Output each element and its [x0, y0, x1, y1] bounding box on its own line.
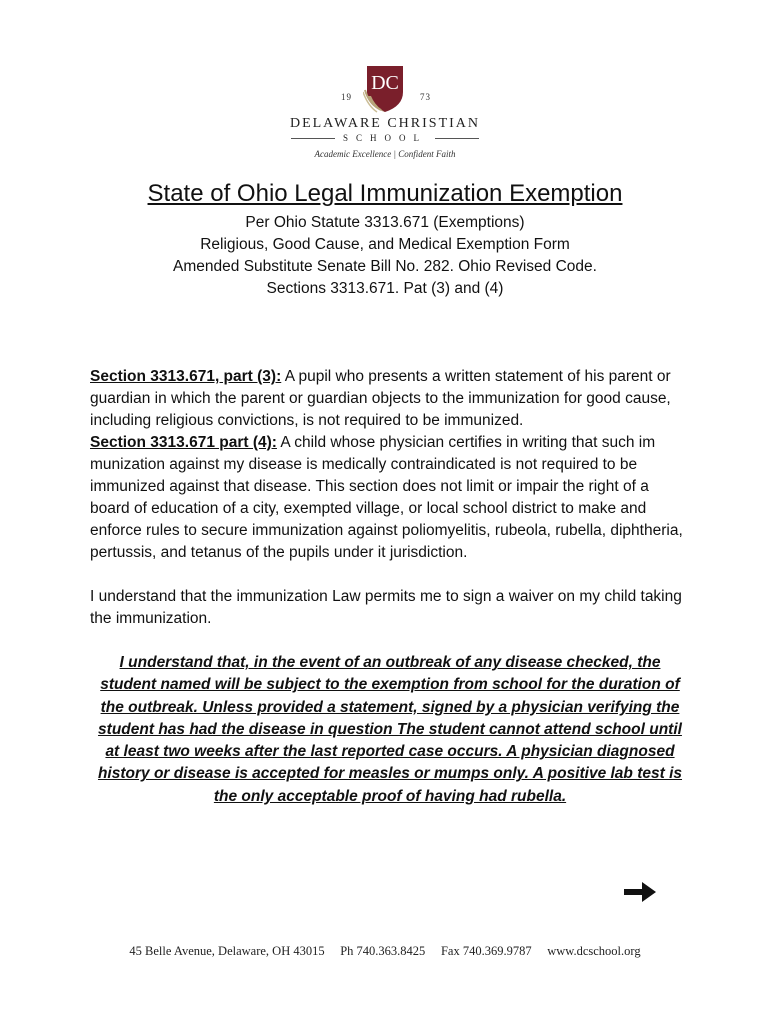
document-title: State of Ohio Legal Immunization Exemption: [147, 180, 623, 207]
subtitle-line: Sections 3313.671. Pat (3) and (4): [266, 280, 504, 297]
outbreak-warning: I understand that, in the event of an outbreak of any disease checked, the student named will be subject to the exemption from school for the duration of the outbreak. Unless provided a statement, signed by a physician verifying the student has had the disease in question The student cannot attend school until at least two weeks after the last reported case occurs. A physician diagnosed history or disease is accepted for measles or mumps only. A positive lab test is the only acceptable proof of having had rubella.: [97, 654, 683, 805]
document-body: [90, 366, 690, 630]
section-3-paragraph: [90, 366, 690, 432]
footer-website[interactable]: www.dcschool.org: [547, 944, 641, 958]
section-4-text: A child whose physician certifies in writing that such im munization against my disease is medically contraindicated is not required to be immunized against that disease. This section does not limit or impair the right of a board of education of a city, exempted village, or local school district to make and enforce rules to secure immunization against poliomyelitis, rubeola, rubella, diphtheria, pertussis, and tetanus of the pupils under it jurisdiction.: [90, 434, 683, 561]
school-sub: [0, 133, 770, 143]
crest-emblem: [341, 62, 431, 114]
subtitle-line: Religious, Good Cause, and Medical Exemption Form: [200, 236, 570, 253]
divider-right: [435, 138, 479, 139]
founding-year-right: 73: [420, 92, 431, 102]
school-logo: [0, 62, 770, 159]
divider-left: [291, 138, 335, 139]
right-arrow-icon[interactable]: [622, 880, 658, 904]
school-tagline: Academic Excellence | Confident Faith: [314, 149, 456, 159]
school-sub-label: SCHOOL: [342, 133, 427, 143]
footer-contact: [0, 944, 770, 959]
section-3-text: A pupil who presents a written statement of his parent or guardian in which the parent or guardian objects to the immunization for good cause, including religious convictions, is not required to be immunized.: [90, 368, 671, 429]
footer-address: 45 Belle Avenue, Delaware, OH 43015: [129, 944, 325, 958]
section-4-paragraph: [90, 432, 690, 564]
document-subtitles: [0, 212, 770, 300]
crest-shield-icon: [363, 62, 407, 114]
section-4-heading: Section 3313.671 part (4):: [90, 434, 277, 451]
footer-fax: Fax 740.369.9787: [440, 944, 532, 958]
subtitle-line: Per Ohio Statute 3313.671 (Exemptions): [245, 214, 525, 231]
school-name: DELAWARE CHRISTIAN: [289, 116, 481, 131]
section-3-heading: Section 3313.671, part (3):: [90, 368, 282, 385]
subtitle-line: Amended Substitute Senate Bill No. 282. Ohio Revised Code.: [173, 258, 597, 275]
founding-year-left: 19: [341, 92, 352, 102]
understand-paragraph: I understand that the immunization Law permits me to sign a waiver on my child taking the immunization.: [90, 588, 682, 627]
crest-letters: DC: [371, 72, 399, 94]
footer-phone: Ph 740.363.8425: [340, 944, 426, 958]
